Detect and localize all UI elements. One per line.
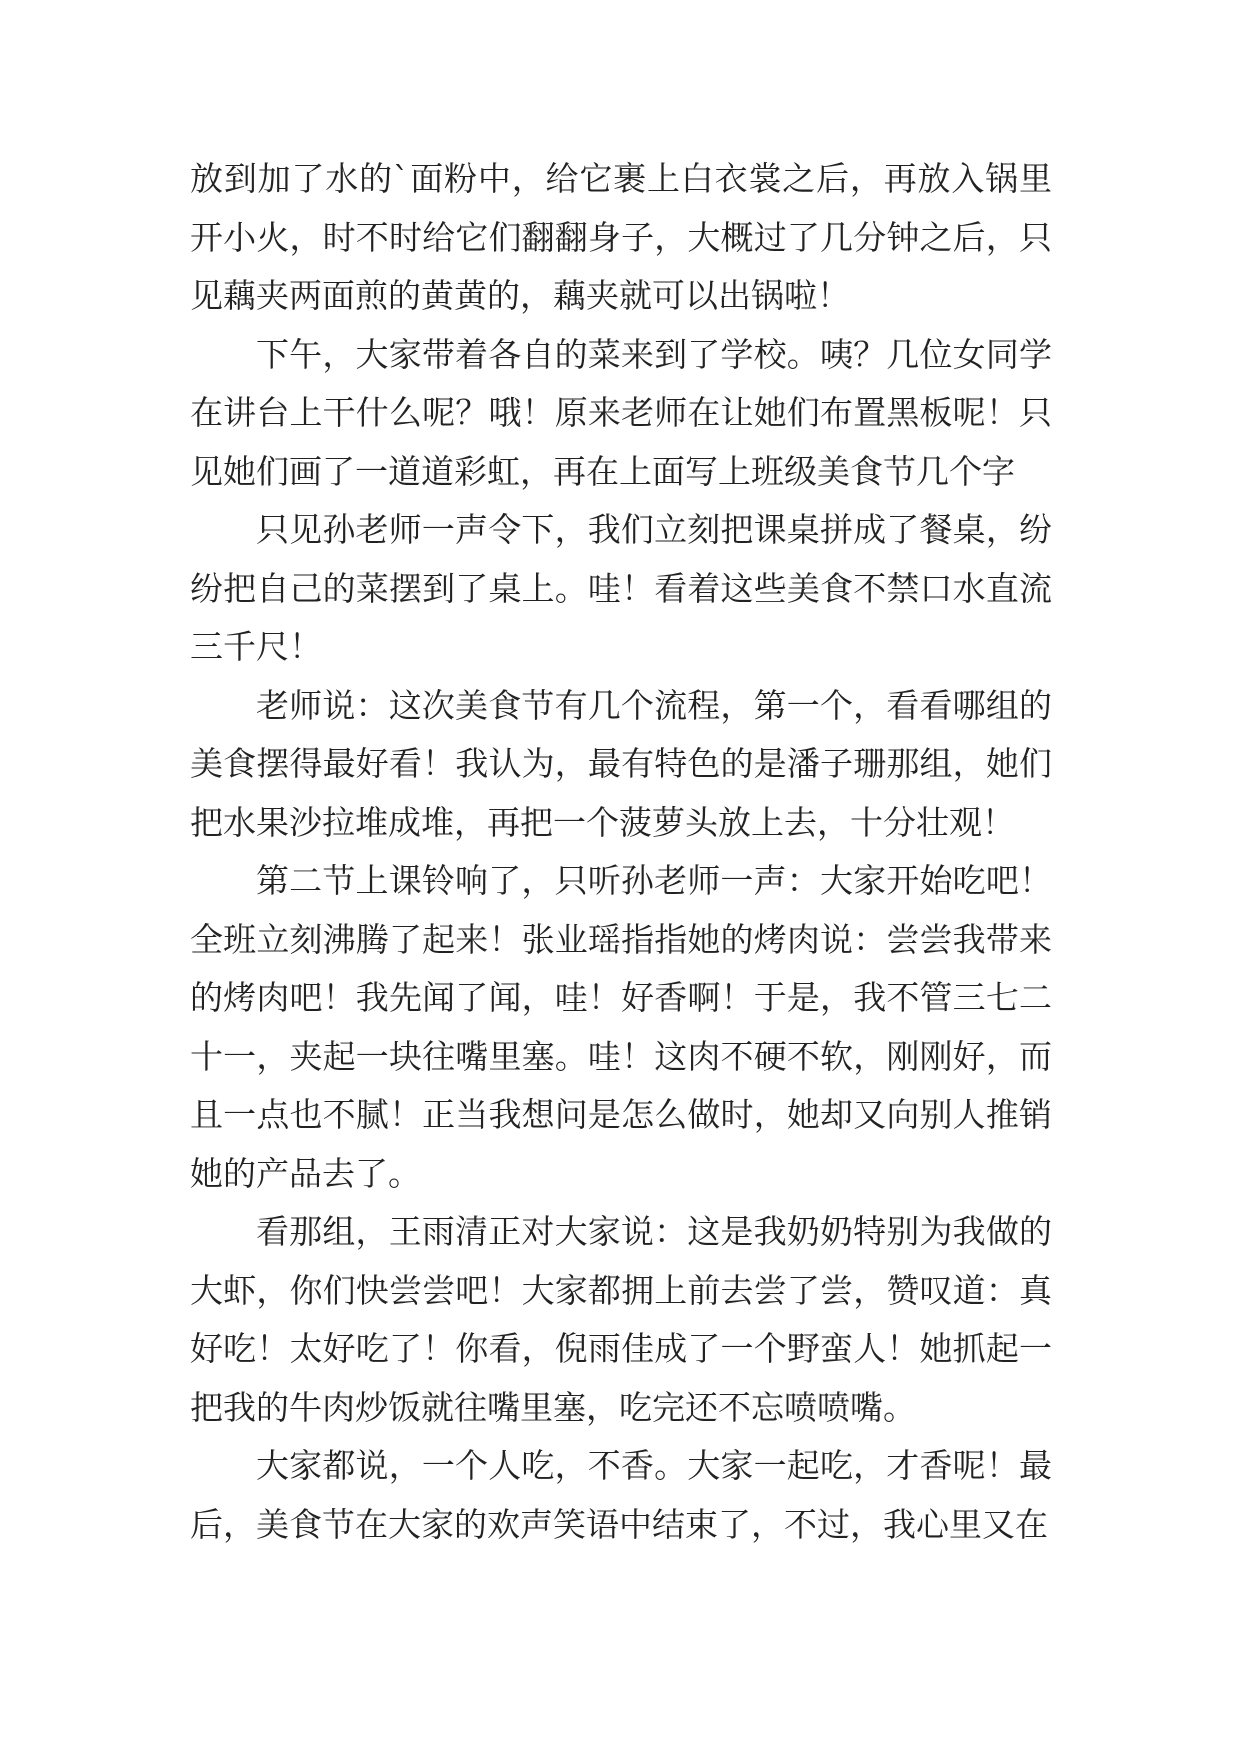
paragraph-5: 第二节上课铃响了，只听孙老师一声：大家开始吃吧！全班立刻沸腾了起来！张业瑶指指她的烤肉说：尝尝我带来的烤肉吧！我先闻了闻，哇！好香啊！于是，我不管三七二十一，夹起一块往嘴里塞。哇！这肉不硬不软，刚刚好，而且一点也不腻！正当我想问是怎么做时，她却又向别人推销她的产品去了。 bbox=[190, 861, 1052, 1193]
paragraph-4: 老师说：这次美食节有几个流程，第一个，看看哪组的美食摆得最好看！我认为，最有特色的是潘子珊那组，她们把水果沙拉堆成堆，再把一个菠萝头放上去，十分壮观！ bbox=[190, 685, 1052, 842]
paragraph-6: 看那组，王雨清正对大家说：这是我奶奶特别为我做的大虾，你们快尝尝吧！大家都拥上前去尝了尝，赞叹道：真好吃！太好吃了！你看，倪雨佳成了一个野蛮人！她抓起一把我的牛肉炒饭就往嘴里塞，吃完还不忘喷喷嘴。 bbox=[190, 1212, 1052, 1427]
paragraph-3: 只见孙老师一声令下，我们立刻把课桌拼成了餐桌，纷纷把自己的菜摆到了桌上。哇！看着这些美食不禁口水直流三千尺！ bbox=[190, 510, 1052, 666]
document-page bbox=[190, 150, 1052, 1554]
paragraph-2: 下午，大家带着各自的菜来到了学校。咦？几位女同学在讲台上干什么呢？哦！原来老师在让她们布置黑板呢！只见她们画了一道道彩虹，再在上面写上班级美食节几个字 bbox=[190, 334, 1052, 491]
paragraph-7: 大家都说，一个人吃，不香。大家一起吃，才香呢！最后，美食节在大家的欢声笑语中结束了，不过，我心里又在 bbox=[190, 1446, 1052, 1544]
paragraph-1: 放到加了水的`面粉中，给它裹上白衣裳之后，再放入锅里开小火，时不时给它们翻翻身子，大概过了几分钟之后，只见藕夹两面煎的黄黄的，藕夹就可以出锅啦！ bbox=[190, 159, 1052, 315]
